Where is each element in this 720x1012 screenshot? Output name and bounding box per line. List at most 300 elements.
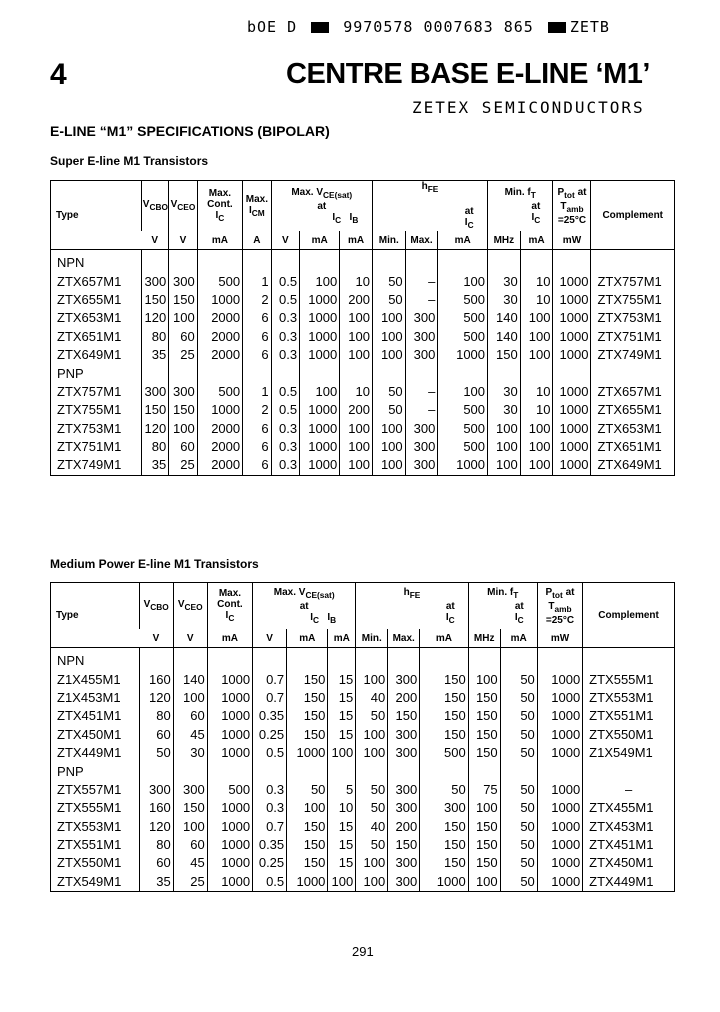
empty-cell <box>488 364 521 382</box>
unit-cell: MHz <box>468 629 500 648</box>
empty-cell <box>340 364 373 382</box>
table-cell: 100 <box>340 438 373 456</box>
table-cell: – <box>405 383 438 401</box>
table-cell: 500 <box>438 438 488 456</box>
empty-cell <box>197 250 242 273</box>
table-cell: 1000 <box>537 818 582 836</box>
col-type: Type <box>56 209 79 221</box>
table-cell: 50 <box>356 707 388 725</box>
table-cell: 1000 <box>207 799 252 817</box>
table-cell: 150 <box>420 818 469 836</box>
group-row <box>51 648 675 671</box>
table-cell: 6 <box>243 438 272 456</box>
empty-cell <box>356 648 388 671</box>
table-cell: 0.3 <box>253 799 287 817</box>
table-cell: 60 <box>139 726 173 744</box>
table-cell: 150 <box>287 836 328 854</box>
table-cell: 0.3 <box>271 346 300 364</box>
table-cell: 150 <box>287 818 328 836</box>
table-cell: 1000 <box>207 726 252 744</box>
table-cell: 200 <box>388 818 420 836</box>
table-cell: 2000 <box>197 420 242 438</box>
table-cell: 50 <box>356 781 388 799</box>
table-cell: 1000 <box>300 346 340 364</box>
col-vceo: $V_{CEO}$ <box>173 583 207 630</box>
part-number: ZTX753M1 <box>57 420 122 436</box>
table-row <box>51 309 675 327</box>
table-cell: 50 <box>500 854 537 872</box>
table-cell: 1000 <box>553 309 591 327</box>
table-cell: 500 <box>438 420 488 438</box>
part-number: ZTX651M1 <box>57 328 122 344</box>
part-number: ZTX649M1 <box>57 347 122 363</box>
table-cell: 0.3 <box>271 438 300 456</box>
table-cell: 10 <box>520 383 553 401</box>
table-cell: 2000 <box>197 456 242 475</box>
unit-cell: mA <box>287 629 328 648</box>
unit-cell: V <box>253 629 287 648</box>
table-cell: 1000 <box>300 438 340 456</box>
table-cell: 1000 <box>207 744 252 762</box>
table-cell: 500 <box>197 383 242 401</box>
table-cell: 300 <box>388 799 420 817</box>
empty-cell <box>500 762 537 780</box>
empty-cell <box>468 762 500 780</box>
table-cell: 1000 <box>537 873 582 892</box>
empty-cell <box>583 648 675 671</box>
table-row <box>51 438 675 456</box>
part-number: ZTX550M1 <box>57 855 122 871</box>
table-cell: 1000 <box>553 383 591 401</box>
part-number: ZTX653M1 <box>57 310 122 326</box>
table-cell: 0.7 <box>253 818 287 836</box>
table-row <box>51 328 675 346</box>
complement-part: ZTX553M1 <box>583 689 675 707</box>
table-cell: 1000 <box>287 873 328 892</box>
table-cell: 200 <box>388 689 420 707</box>
unit-cell: mA <box>438 231 488 250</box>
table-cell: 25 <box>169 346 198 364</box>
table-cell: 30 <box>173 744 207 762</box>
table-cell: 15 <box>328 707 356 725</box>
empty-cell <box>271 364 300 382</box>
table-cell: 300 <box>388 726 420 744</box>
table-cell: 100 <box>372 346 405 364</box>
unit-cell: mA <box>328 629 356 648</box>
table-cell: 150 <box>287 726 328 744</box>
table-cell: 100 <box>520 420 553 438</box>
table-cell: 140 <box>173 670 207 688</box>
table-cell: 30 <box>488 272 521 290</box>
table-cell: 500 <box>438 309 488 327</box>
empty-cell <box>356 762 388 780</box>
table-cell: 1000 <box>537 799 582 817</box>
table-cell: 1000 <box>300 456 340 475</box>
unit-cell: mA <box>340 231 373 250</box>
table-cell: 500 <box>438 401 488 419</box>
table-cell: 300 <box>388 670 420 688</box>
table-cell: 50 <box>500 836 537 854</box>
table-cell: 10 <box>520 291 553 309</box>
empty-cell <box>173 762 207 780</box>
table-cell: 5 <box>328 781 356 799</box>
table-cell: 6 <box>243 420 272 438</box>
table-cell: 100 <box>169 309 198 327</box>
empty-cell <box>139 762 173 780</box>
col-type: Type <box>56 609 79 621</box>
col-ptot: $P_{tot}$ at $T_{amb}$ =25°C <box>553 181 591 232</box>
scan-block-mark <box>548 22 566 33</box>
complement-part: ZTX550M1 <box>583 726 675 744</box>
part-number: ZTX751M1 <box>57 439 122 455</box>
table-cell: 2000 <box>197 328 242 346</box>
table-cell: 1000 <box>197 291 242 309</box>
table-cell: 100 <box>520 328 553 346</box>
part-number: ZTX555M1 <box>57 800 122 816</box>
table-cell: 300 <box>405 438 438 456</box>
table-cell: 50 <box>287 781 328 799</box>
complement-part: ZTX450M1 <box>583 854 675 872</box>
table-row <box>51 873 675 892</box>
scan-header-right: ZETB <box>569 18 610 36</box>
table-cell: 1000 <box>537 670 582 688</box>
table-cell: 500 <box>207 781 252 799</box>
empty-cell <box>420 762 469 780</box>
table-cell: 1000 <box>553 272 591 290</box>
table-cell: 0.3 <box>253 781 287 799</box>
empty-cell <box>173 648 207 671</box>
table-cell: 50 <box>372 272 405 290</box>
table-cell: 500 <box>197 272 242 290</box>
table-cell: 160 <box>139 799 173 817</box>
table-cell: 100 <box>372 438 405 456</box>
scan-header <box>247 18 610 36</box>
part-number: ZTX749M1 <box>57 457 122 473</box>
table-cell: 300 <box>405 328 438 346</box>
table-cell: 35 <box>141 456 168 475</box>
group-label: PNP <box>57 365 84 381</box>
unit-cell: V <box>271 231 300 250</box>
table-row <box>51 854 675 872</box>
table-cell: 60 <box>173 707 207 725</box>
table-cell: 300 <box>388 873 420 892</box>
table-row <box>51 689 675 707</box>
complement-part: ZTX455M1 <box>583 799 675 817</box>
table-cell: 10 <box>520 401 553 419</box>
table-cell: 150 <box>287 854 328 872</box>
unit-cell: mA <box>207 629 252 648</box>
table-cell: 40 <box>356 689 388 707</box>
table-cell: 100 <box>328 744 356 762</box>
company-name: ZETEX SEMICONDUCTORS <box>412 98 645 117</box>
complement-part: ZTX653M1 <box>591 420 675 438</box>
table-cell: 1000 <box>537 854 582 872</box>
table-cell: 50 <box>500 726 537 744</box>
table-row <box>51 781 675 799</box>
empty-cell <box>583 762 675 780</box>
table-cell: 0.5 <box>271 272 300 290</box>
table-row <box>51 291 675 309</box>
table-cell: 150 <box>420 836 469 854</box>
complement-part: ZTX655M1 <box>591 401 675 419</box>
table-cell: 100 <box>300 383 340 401</box>
table-cell: 150 <box>287 689 328 707</box>
empty-cell <box>141 250 168 273</box>
table-cell: 100 <box>340 309 373 327</box>
table-row <box>51 744 675 762</box>
complement-part: ZTX651M1 <box>591 438 675 456</box>
table-cell: 10 <box>340 272 373 290</box>
table-cell: 45 <box>173 726 207 744</box>
table-cell: 1000 <box>287 744 328 762</box>
table-cell: 100 <box>287 799 328 817</box>
table-cell: 1000 <box>420 873 469 892</box>
empty-cell <box>591 364 675 382</box>
complement-part: ZTX753M1 <box>591 309 675 327</box>
unit-cell: A <box>243 231 272 250</box>
empty-cell <box>537 648 582 671</box>
table-cell: 150 <box>420 689 469 707</box>
table-cell: 50 <box>372 401 405 419</box>
complement-part: ZTX757M1 <box>591 272 675 290</box>
table-cell: 120 <box>139 818 173 836</box>
table-cell: 0.35 <box>253 836 287 854</box>
unit-cell: mW <box>537 629 582 648</box>
table-cell: – <box>405 401 438 419</box>
table-cell: 80 <box>141 328 168 346</box>
col-icm: Max. $I_{CM}$ <box>243 181 272 232</box>
table-cell: 50 <box>500 707 537 725</box>
table-cell: 150 <box>141 291 168 309</box>
table-cell: 50 <box>500 689 537 707</box>
table-cell: 100 <box>488 420 521 438</box>
table-cell: 6 <box>243 328 272 346</box>
page-title: CENTRE BASE E-LINE ‘M1’ <box>286 58 650 90</box>
table-cell: 150 <box>287 670 328 688</box>
table-cell: 1000 <box>438 456 488 475</box>
table-cell: 60 <box>169 438 198 456</box>
empty-cell <box>197 364 242 382</box>
table-cell: 1000 <box>553 401 591 419</box>
table-cell: 140 <box>488 309 521 327</box>
col-hfe: $h_{FE}$ at $I_C$ <box>372 181 487 232</box>
table-cell: 25 <box>169 456 198 475</box>
table-cell: 1 <box>243 272 272 290</box>
table-cell: 50 <box>500 873 537 892</box>
table-cell: 100 <box>520 346 553 364</box>
table-cell: 300 <box>405 420 438 438</box>
empty-cell <box>372 250 405 273</box>
table-row <box>51 383 675 401</box>
table-cell: 150 <box>468 818 500 836</box>
table-cell: 1 <box>243 383 272 401</box>
table-cell: 2 <box>243 401 272 419</box>
empty-cell <box>520 364 553 382</box>
medium-power-table <box>50 582 675 892</box>
table-cell: 1000 <box>207 707 252 725</box>
table-cell: 100 <box>520 309 553 327</box>
unit-cell: MHz <box>488 231 521 250</box>
table-row <box>51 456 675 475</box>
table-cell: 0.5 <box>271 401 300 419</box>
table-cell: 300 <box>169 383 198 401</box>
col-vcbo: $V_{CBO}$ <box>139 583 173 630</box>
table-cell: 300 <box>141 272 168 290</box>
table-cell: 100 <box>520 456 553 475</box>
table-row <box>51 836 675 854</box>
complement-part: ZTX551M1 <box>583 707 675 725</box>
part-number: ZTX451M1 <box>57 708 122 724</box>
table-cell: 100 <box>328 873 356 892</box>
empty-cell <box>253 648 287 671</box>
table-cell: 1000 <box>300 328 340 346</box>
table-cell: 300 <box>420 799 469 817</box>
table-row <box>51 707 675 725</box>
col-vce-sat: Max. $V_{CE(sat)}$ at $I_C$ $I_B$ <box>271 181 372 232</box>
table-cell: 0.3 <box>271 328 300 346</box>
unit-cell: mA <box>300 231 340 250</box>
unit-cell: V <box>173 629 207 648</box>
empty-cell <box>388 762 420 780</box>
part-number: Z1X455M1 <box>57 671 121 687</box>
col-ft: Min. $f_T$ at $I_C$ <box>488 181 553 232</box>
table-cell: 150 <box>173 799 207 817</box>
table-cell: 500 <box>438 328 488 346</box>
complement-part: ZTX449M1 <box>583 873 675 892</box>
table2-title: Medium Power E-line M1 Transistors <box>50 557 259 571</box>
empty-cell <box>207 762 252 780</box>
table-cell: 1000 <box>537 744 582 762</box>
table-cell: 300 <box>405 346 438 364</box>
group-label: NPN <box>57 653 85 669</box>
table-cell: 1000 <box>553 346 591 364</box>
part-number: ZTX757M1 <box>57 383 122 399</box>
table-cell: 2000 <box>197 309 242 327</box>
table-cell: 1000 <box>553 328 591 346</box>
table-cell: 50 <box>372 383 405 401</box>
table-cell: 300 <box>388 854 420 872</box>
empty-cell <box>420 648 469 671</box>
table-cell: 35 <box>139 873 173 892</box>
table-cell: 150 <box>420 670 469 688</box>
table-cell: 100 <box>340 456 373 475</box>
table-cell: 100 <box>340 346 373 364</box>
table-cell: 300 <box>388 744 420 762</box>
empty-cell <box>340 250 373 273</box>
table-cell: 1000 <box>537 726 582 744</box>
table-cell: 150 <box>468 854 500 872</box>
table-cell: 0.5 <box>271 291 300 309</box>
table-cell: 100 <box>372 420 405 438</box>
table-cell: 150 <box>287 707 328 725</box>
footer-page-number: 291 <box>352 944 374 959</box>
table-row <box>51 420 675 438</box>
table-cell: 100 <box>356 744 388 762</box>
table-cell: 0.3 <box>271 456 300 475</box>
col-ic: Max. Cont. $I_C$ <box>207 583 252 630</box>
table-cell: 500 <box>438 291 488 309</box>
table-cell: 80 <box>139 707 173 725</box>
table-row <box>51 272 675 290</box>
table-cell: 6 <box>243 309 272 327</box>
part-number: ZTX755M1 <box>57 402 122 418</box>
table-cell: 300 <box>169 272 198 290</box>
table-cell: 150 <box>420 854 469 872</box>
empty-cell <box>438 250 488 273</box>
table-cell: 300 <box>405 456 438 475</box>
table-cell: 35 <box>141 346 168 364</box>
table-cell: 100 <box>173 689 207 707</box>
empty-cell <box>287 762 328 780</box>
table-cell: 200 <box>340 291 373 309</box>
table-cell: 0.5 <box>253 744 287 762</box>
table-cell: 100 <box>488 456 521 475</box>
table-row <box>51 818 675 836</box>
table-cell: 50 <box>139 744 173 762</box>
empty-cell <box>488 250 521 273</box>
complement-part: ZTX749M1 <box>591 346 675 364</box>
table-cell: 50 <box>420 781 469 799</box>
table-cell: 300 <box>388 781 420 799</box>
table-cell: 150 <box>169 401 198 419</box>
spec-heading: E-LINE “M1” SPECIFICATIONS (BIPOLAR) <box>50 123 330 139</box>
table-cell: 300 <box>139 781 173 799</box>
page-number: 4 <box>50 58 67 91</box>
col-vcbo: $V_{CBO}$ <box>141 181 168 232</box>
table-cell: 50 <box>500 799 537 817</box>
empty-cell <box>405 364 438 382</box>
table-cell: 300 <box>405 309 438 327</box>
table-cell: 100 <box>356 670 388 688</box>
empty-cell <box>500 648 537 671</box>
part-number: ZTX657M1 <box>57 273 122 289</box>
part-number: ZTX655M1 <box>57 291 122 307</box>
table-cell: 30 <box>488 383 521 401</box>
table-cell: 0.35 <box>253 707 287 725</box>
empty-cell <box>243 250 272 273</box>
table-cell: 100 <box>173 818 207 836</box>
complement-part: Z1X549M1 <box>583 744 675 762</box>
table-cell: 1000 <box>537 689 582 707</box>
table-cell: 100 <box>356 726 388 744</box>
empty-cell <box>253 762 287 780</box>
part-number: ZTX449M1 <box>57 745 122 761</box>
empty-cell <box>169 364 198 382</box>
table-cell: 1000 <box>197 401 242 419</box>
table-cell: 100 <box>468 670 500 688</box>
table-cell: 150 <box>488 346 521 364</box>
empty-cell <box>300 250 340 273</box>
table-cell: 100 <box>356 854 388 872</box>
table-cell: 150 <box>468 744 500 762</box>
empty-cell <box>388 648 420 671</box>
table-cell: 80 <box>141 438 168 456</box>
unit-cell: mW <box>553 231 591 250</box>
table-cell: 1000 <box>207 854 252 872</box>
table-cell: 1000 <box>537 781 582 799</box>
table-cell: 50 <box>500 670 537 688</box>
complement-part: ZTX657M1 <box>591 383 675 401</box>
empty-cell <box>328 648 356 671</box>
table-cell: 100 <box>468 873 500 892</box>
table-cell: 200 <box>340 401 373 419</box>
table-cell: 30 <box>488 291 521 309</box>
table-cell: 15 <box>328 818 356 836</box>
table-cell: 120 <box>141 420 168 438</box>
scan-block-mark <box>311 22 329 33</box>
table-row <box>51 670 675 688</box>
part-number: ZTX557M1 <box>57 781 122 797</box>
